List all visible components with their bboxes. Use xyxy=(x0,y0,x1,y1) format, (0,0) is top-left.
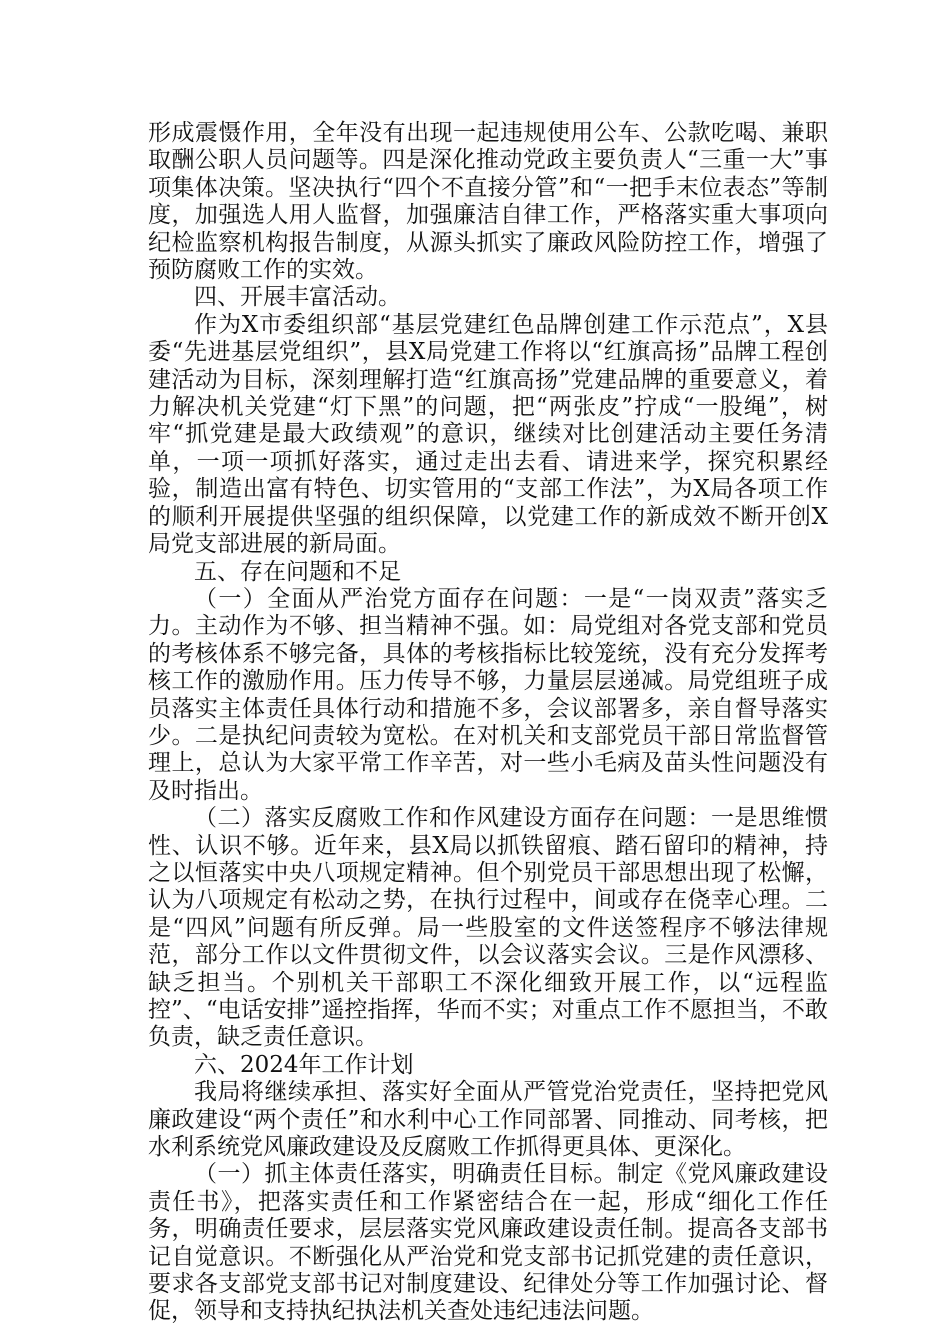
section-heading-6: 六、2024年工作计划 xyxy=(194,1051,414,1078)
section-heading-5: 五、存在问题和不足 xyxy=(194,558,401,585)
paragraph-plan-intro: 我局将继续承担、落实好全面从严管党治党责任，坚持把党风廉政建设“两个责任”和水利中心工作同部署、同推动、同考核，把水利系统党风廉政建设及反腐败工作抓得更具体、更深化。 xyxy=(148,1079,828,1161)
paragraph-plan-1: （一）抓主体责任落实，明确责任目标。制定《党风廉政建设责任书》，把落实责任和工作紧密结合在一起，形成“细化工作任务，明确责任要求，层层落实党风廉政建设责任制。提高各支部书记自觉意识。不断强化从严治党和党支部书记抓党建的责任意识，要求各支部党支部书记对制度建设、纪律处分等工作加强讨论、督促，领导和支持执纪执法机关查处违纪违法问题。 xyxy=(148,1161,828,1325)
paragraph-problem-2: （二）落实反腐败工作和作风建设方面存在问题：一是思维惯性、认识不够。近年来，县X局以抓铁留痕、踏石留印的精神，持之以恒落实中央八项规定精神。但个别党员干部思想出现了松懈，认为八项规定有松动之势，在执行过程中，间或存在侥幸心理。二是“四风”问题有所反弹。局一些股室的文件送签程序不够法律规范，部分工作以文件贯彻文件，以会议落实会议。三是作风漂移、缺乏担当。个别机关干部职工不深化细致开展工作，以“远程监控”、“电话安排”遥控指挥，华而不实；对重点工作不愿担当，不敢负责，缺乏责任意识。 xyxy=(148,805,828,1051)
document-page xyxy=(148,120,828,1326)
paragraph-intro: 形成震慑作用，全年没有出现一起违规使用公车、公款吃喝、兼职取酬公职人员问题等。四是深化推动党政主要负责人“三重一大”事项集体决策。坚决执行“四个不直接分管”和“一把手末位表态”等制度，加强选人用人监督，加强廉洁自律工作，严格落实重大事项向纪检监察机构报告制度，从源头抓实了廉政风险防控工作，增强了预防腐败工作的实效。 xyxy=(148,120,828,284)
paragraph-problem-1: （一）全面从严治党方面存在问题：一是“一岗双责”落实乏力。主动作为不够、担当精神不强。如：局党组对各党支部和党员的考核体系不够完备，具体的考核指标比较笼统，没有充分发挥考核工作的激励作用。压力传导不够，力量层层递减。局党组班子成员落实主体责任具体行动和措施不多，会议部署多，亲自督导落实少。二是执纪问责较为宽松。在对机关和支部党员干部日常监督管理上，总认为大家平常工作辛苦，对一些小毛病及苗头性问题没有及时指出。 xyxy=(148,585,828,804)
section-heading-4: 四、开展丰富活动。 xyxy=(194,284,401,311)
paragraph-activities: 作为X市委组织部“基层党建红色品牌创建工作示范点”，X县委“先进基层党组织”，县X局党建工作将以“红旗高扬”品牌工程创建活动为目标，深刻理解打造“红旗高扬”党建品牌的重要意义，着力解决机关党建“灯下黑”的问题，把“两张皮”拧成“一股绳”，树牢“抓党建是最大政绩观”的意识，继续对比创建活动主要任务清单，一项一项抓好落实，通过走出去看、请进来学，探究积累经验，制造出富有特色、切实管用的“支部工作法”，为X局各项工作的顺利开展提供坚强的组织保障，以党建工作的新成效不断开创X局党支部进展的新局面。 xyxy=(148,311,828,558)
